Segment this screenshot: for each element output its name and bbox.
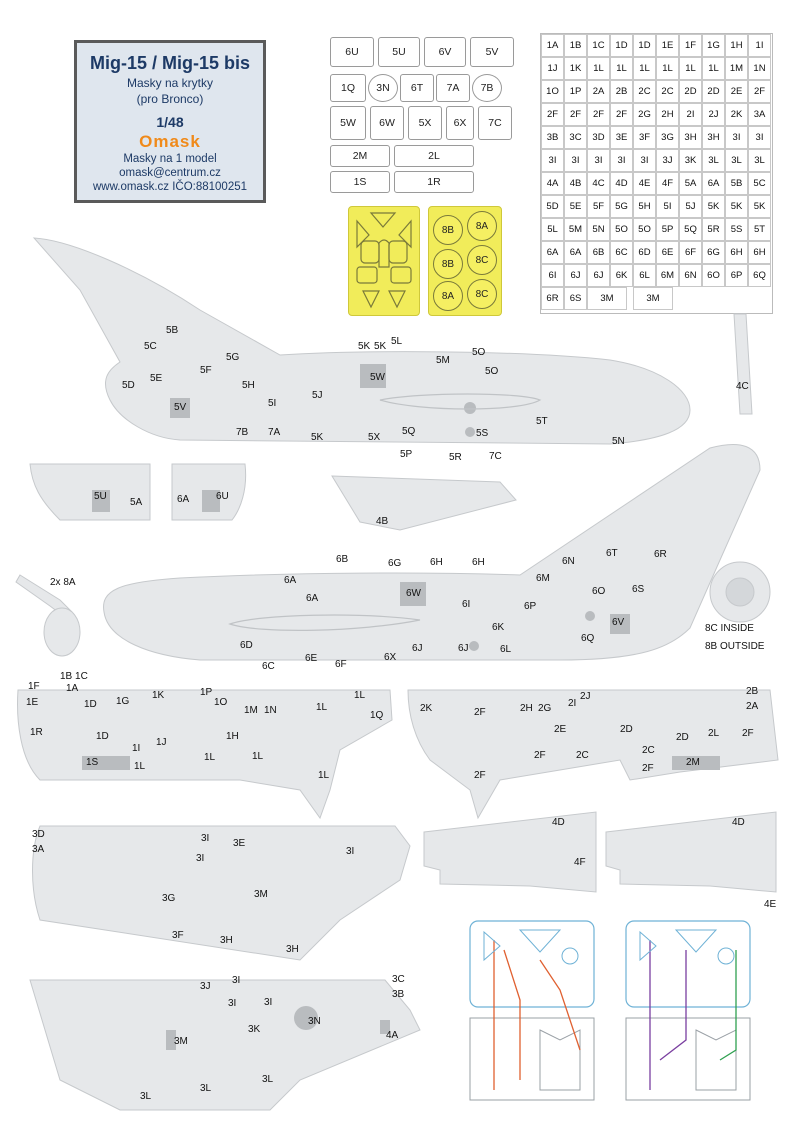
brand-logo: Omask (139, 132, 201, 151)
part-label: 3H (220, 935, 233, 946)
grid-cell: 3L (702, 149, 725, 172)
part-label: 8C INSIDE (705, 623, 754, 634)
part-label: 3A (32, 844, 45, 855)
grid-cell: 3G (656, 126, 679, 149)
grid-cell: 5P (656, 218, 679, 241)
part-label: 6D (240, 640, 253, 651)
part-label: 5O (472, 347, 486, 358)
part-label: 1P (200, 687, 213, 698)
part-label: 1K (152, 690, 165, 701)
grid-cell: 5F (587, 195, 610, 218)
part-label: 6J (412, 643, 423, 654)
grid-cell: 5C (748, 172, 771, 195)
grid-cell: 3I (725, 126, 748, 149)
grid-cell: 1N (748, 57, 771, 80)
line-a: Masky na 1 model (123, 153, 217, 165)
subtitle-line-2: (pro Bronco) (136, 92, 204, 106)
grid-cell: 6I (541, 264, 564, 287)
part-label: 7A (268, 427, 281, 438)
part-label: 3I (232, 975, 241, 986)
grid-cell: 6D (633, 241, 656, 264)
part-label: 2E (554, 724, 567, 735)
grid-cell: 1E (656, 34, 679, 57)
part-label: 1L (204, 752, 216, 763)
grid-cell: 3M (587, 287, 627, 310)
grid-cell: 1L (656, 57, 679, 80)
mask-piece: 1Q (330, 74, 366, 102)
part-label: 5S (476, 428, 489, 439)
part-label: 1M (244, 705, 258, 716)
part-label: 5K (358, 341, 371, 352)
grid-cell: 1H (725, 34, 748, 57)
part-label: 5H (242, 380, 255, 391)
part-label: 1L (252, 751, 264, 762)
part-label: 3H (286, 944, 299, 955)
part-label: 3N (308, 1016, 321, 1027)
part-label: 3B (392, 989, 405, 1000)
mask-piece: 7C (478, 106, 512, 140)
grid-cell: 3B (541, 126, 564, 149)
part-label: 6Q (581, 633, 595, 644)
grid-cell: 5S (725, 218, 748, 241)
grid-cell: 1D (633, 34, 656, 57)
part-label: 2M (686, 757, 700, 768)
part-label: 5J (312, 390, 323, 401)
grid-cell: 5T (748, 218, 771, 241)
grid-cell: 3J (656, 149, 679, 172)
part-label: 1J (156, 737, 167, 748)
part-label: 3I (201, 833, 210, 844)
grid-cell: 6A (564, 241, 587, 264)
part-label: 5Q (402, 426, 416, 437)
gear-wheel (44, 608, 80, 656)
mask-piece: 6T (400, 74, 434, 102)
grid-cell: 2F (541, 103, 564, 126)
part-label: 5W (370, 372, 385, 383)
grid-cell: 5Q (679, 218, 702, 241)
part-label: 5B (166, 325, 179, 336)
part-label: 5I (268, 398, 277, 409)
part-label: 3M (254, 889, 268, 900)
part-label: 6X (384, 652, 397, 663)
grid-cell: 6A (702, 172, 725, 195)
grid-cell: 5E (564, 195, 587, 218)
part-label: 3L (262, 1074, 274, 1085)
part-label: 3G (162, 893, 176, 904)
mask-piece: 5V (470, 37, 514, 67)
part-label: 5V (174, 402, 187, 413)
part-label: 5F (200, 365, 212, 376)
part-label: 6R (654, 549, 667, 560)
part-label: 2J (580, 691, 591, 702)
mask-piece: 5U (378, 37, 420, 67)
grid-cell: 2C (656, 80, 679, 103)
mask-piece: 7B (472, 74, 502, 102)
part-label: 6J (458, 643, 469, 654)
grid-cell: 3H (702, 126, 725, 149)
grid-cell: 1F (679, 34, 702, 57)
grid-cell: 1B (564, 34, 587, 57)
web-text: www.omask.cz IČO:88100251 (92, 181, 248, 193)
part-label: 3M (174, 1036, 188, 1047)
grid-cell: 2E (725, 80, 748, 103)
part-label: 2K (420, 703, 433, 714)
part-label: 5A (130, 497, 143, 508)
mask-piece: 1R (394, 171, 474, 193)
part-label: 5K (311, 432, 324, 443)
part-label: 1Q (370, 710, 384, 721)
part-label: 5M (436, 355, 450, 366)
grid-cell: 1A (541, 34, 564, 57)
grid-cell: 5I (656, 195, 679, 218)
part-label: 3L (200, 1083, 212, 1094)
grid-cell: 2F (587, 103, 610, 126)
part-label: 3D (32, 829, 45, 840)
grid-cell: 3I (748, 126, 771, 149)
part-label: 3I (196, 853, 205, 864)
subtitle-line-1: Masky na krytky (126, 76, 213, 90)
part-label: 3I (346, 846, 355, 857)
part-label: 2D (620, 724, 633, 735)
mask-piece: 6U (330, 37, 374, 67)
part-label: 1L (134, 761, 146, 772)
part-label: 6K (492, 622, 505, 633)
part-label: 6L (500, 644, 512, 655)
grid-cell: 5N (587, 218, 610, 241)
product-title: Mig-15 / Mig-15 bis (89, 53, 251, 73)
part-label: 4A (386, 1030, 399, 1041)
wheel-mask: 8C (467, 245, 497, 275)
part-label: 2G (538, 703, 552, 714)
part-label: 6U (216, 491, 229, 502)
mask-piece: 5W (330, 106, 366, 140)
part-label: 3F (172, 930, 184, 941)
grid-cell: 6L (633, 264, 656, 287)
grid-cell: 2K (725, 103, 748, 126)
part-label: 4C (736, 381, 749, 392)
mask-piece: 6V (424, 37, 466, 67)
part-label: 1H (226, 731, 239, 742)
grid-cell: 3E (610, 126, 633, 149)
grid-cell: 2I (679, 103, 702, 126)
part-label: 1L (318, 770, 330, 781)
part-label: 1D (84, 699, 97, 710)
wheel-mask: 8A (433, 281, 463, 311)
grid-cell: 5O (633, 218, 656, 241)
grid-cell: 3I (610, 149, 633, 172)
part-label: 5C (144, 341, 157, 352)
grid-cell: 3L (725, 149, 748, 172)
grid-cell: 6O (702, 264, 725, 287)
part-label: 3C (392, 974, 405, 985)
grid-cell: 2C (633, 80, 656, 103)
part-label: 2L (708, 728, 720, 739)
grid-cell: 3I (633, 149, 656, 172)
grid-cell: 3I (587, 149, 610, 172)
wheel-mask: 8A (467, 211, 497, 241)
grid-cell: 6J (564, 264, 587, 287)
grid-cell: 4D (610, 172, 633, 195)
part-label: 5O (485, 366, 499, 377)
part-label: 6G (388, 558, 402, 569)
part-label: 1I (132, 743, 141, 754)
part-label: 6B (336, 554, 349, 565)
grid-cell: 6F (679, 241, 702, 264)
email-text: omask@centrum.cz (119, 167, 221, 179)
part-label: 6T (606, 548, 618, 559)
part-label: 3I (264, 997, 273, 1008)
part-label: 1O (214, 697, 228, 708)
tail-cone-a (424, 812, 596, 892)
part-label: 4D (732, 817, 745, 828)
grid-cell: 5O (610, 218, 633, 241)
grid-cell: 2B (610, 80, 633, 103)
canopy-right (408, 690, 778, 818)
grid-cell: 1I (748, 34, 771, 57)
grid-cell: 1C (587, 34, 610, 57)
grid-cell: 1L (679, 57, 702, 80)
part-label: 1N (264, 705, 277, 716)
grid-cell: 6J (587, 264, 610, 287)
grid-cell: 5K (748, 195, 771, 218)
grid-cell: 3I (564, 149, 587, 172)
part-label: 6H (430, 557, 443, 568)
part-label: 6S (632, 584, 645, 595)
wheel-mask: 8B (433, 249, 463, 279)
part-label: 2F (534, 750, 546, 761)
part-label: 5U (94, 491, 107, 502)
grid-cell: 6K (610, 264, 633, 287)
grid-cell: 1M (725, 57, 748, 80)
part-label: 1F (28, 681, 40, 692)
part-label: 6O (592, 586, 606, 597)
fin-part (332, 476, 516, 530)
mask-piece: 6X (446, 106, 474, 140)
mask-piece: 7A (436, 74, 470, 102)
part-label: 4D (552, 817, 565, 828)
grid-cell: 6S (564, 287, 587, 310)
part-label: 2A (746, 701, 759, 712)
grid-cell: 1P (564, 80, 587, 103)
part-label: 2H (520, 703, 533, 714)
grid-cell: 2F (610, 103, 633, 126)
part-label: 6W (406, 588, 421, 599)
part-label: 2F (742, 728, 754, 739)
part-label: 7B (236, 427, 249, 438)
part-label: 2x 8A (50, 577, 76, 588)
grid-cell: 5H (633, 195, 656, 218)
part-label: 5D (122, 380, 135, 391)
mask-piece: 3N (368, 74, 398, 102)
part-label: 5X (368, 432, 381, 443)
grid-cell: 6Q (748, 264, 771, 287)
part-label: 5T (536, 416, 548, 427)
part-label: 5G (226, 352, 240, 363)
intake-left (30, 464, 150, 520)
grid-cell: 4C (587, 172, 610, 195)
grid-cell: 5K (702, 195, 725, 218)
part-label: 6A (177, 494, 190, 505)
part-label: 1S (86, 757, 99, 768)
part-label: 6A (284, 575, 297, 586)
part-label: 5N (612, 436, 625, 447)
grid-cell: 5K (725, 195, 748, 218)
grid-cell: 3F (633, 126, 656, 149)
grid-cell: 6E (656, 241, 679, 264)
grid-cell: 5R (702, 218, 725, 241)
part-label: 1L (316, 702, 328, 713)
part-label: 1E (26, 697, 39, 708)
part-label: 4E (764, 899, 777, 910)
part-label: 3L (140, 1091, 152, 1102)
mask-piece: 5X (408, 106, 442, 140)
part-label: 6M (536, 573, 550, 584)
part-label: 3J (200, 981, 211, 992)
grid-cell: 3D (587, 126, 610, 149)
wheel-mask: 8C (467, 279, 497, 309)
part-label: 5K (374, 341, 387, 352)
mask-piece: 2L (394, 145, 474, 167)
part-label: 2C (642, 745, 655, 756)
grid-cell: 6G (702, 241, 725, 264)
grid-cell: 6H (748, 241, 771, 264)
mask-piece: 2M (330, 145, 390, 167)
grid-cell: 6H (725, 241, 748, 264)
part-label: 3E (233, 838, 246, 849)
part-label: 6A (306, 593, 319, 604)
grid-cell: 1G (702, 34, 725, 57)
grid-cell: 2F (564, 103, 587, 126)
part-label: 6V (612, 617, 625, 628)
part-label: 1G (116, 696, 130, 707)
part-label: 6P (524, 601, 537, 612)
part-label: 6E (305, 653, 318, 664)
wing-b (30, 980, 420, 1110)
part-label: 2F (474, 770, 486, 781)
grid-cell: 6C (610, 241, 633, 264)
part-label: 8B OUTSIDE (705, 641, 765, 652)
part-label: 6N (562, 556, 575, 567)
part-label: 1D (96, 731, 109, 742)
strip-4c (734, 314, 752, 414)
tail-cone-b (606, 812, 776, 892)
part-label: 1R (30, 727, 43, 738)
part-label: 5R (449, 452, 462, 463)
part-label: 4F (574, 857, 586, 868)
grid-cell: 3M (633, 287, 673, 310)
part-label: 6H (472, 557, 485, 568)
grid-cell: 1L (702, 57, 725, 80)
grid-cell: 1L (587, 57, 610, 80)
grid-cell: 4B (564, 172, 587, 195)
grid-cell: 5G (610, 195, 633, 218)
grid-cell: 6N (679, 264, 702, 287)
grid-cell: 6B (587, 241, 610, 264)
grid-cell: 1J (541, 57, 564, 80)
grid-cell: 1D (610, 34, 633, 57)
grid-cell: 5J (679, 195, 702, 218)
grid-cell: 2A (587, 80, 610, 103)
grid-cell: 5L (541, 218, 564, 241)
grid-cell: 2F (748, 80, 771, 103)
grid-cell: 5D (541, 195, 564, 218)
grid-cell: 3K (679, 149, 702, 172)
grid-cell: 3A (748, 103, 771, 126)
part-label: 1A (66, 683, 79, 694)
part-label: 2I (568, 698, 577, 709)
grid-cell: 3I (541, 149, 564, 172)
grid-cell: 2J (702, 103, 725, 126)
grid-cell: 2D (679, 80, 702, 103)
grid-cell: 6P (725, 264, 748, 287)
grid-cell: 1L (633, 57, 656, 80)
part-label: 4B (376, 516, 389, 527)
grid-cell: 6M (656, 264, 679, 287)
part-label: 3I (228, 998, 237, 1009)
grid-cell: 4E (633, 172, 656, 195)
grid-cell: 2H (656, 103, 679, 126)
part-label: 2D (676, 732, 689, 743)
grid-cell: 3H (679, 126, 702, 149)
mask-piece: 1S (330, 171, 390, 193)
grid-cell: 2G (633, 103, 656, 126)
main-wheel-hub (726, 578, 754, 606)
grid-cell: 1L (610, 57, 633, 80)
part-label: 6I (462, 599, 471, 610)
grid-cell: 4F (656, 172, 679, 195)
part-label: 7C (489, 451, 502, 462)
grid-cell: 6A (541, 241, 564, 264)
grid-cell: 1K (564, 57, 587, 80)
grid-cell: 4A (541, 172, 564, 195)
part-label: 6C (262, 661, 275, 672)
scale-label: 1/48 (156, 114, 184, 130)
part-label: 2B (746, 686, 759, 697)
grid-cell: 2D (702, 80, 725, 103)
part-label: 1B 1C (60, 671, 88, 682)
part-label: 3K (248, 1024, 261, 1035)
grid-cell: 5M (564, 218, 587, 241)
grid-cell: 3C (564, 126, 587, 149)
part-label: 2F (642, 763, 654, 774)
part-label: 5P (400, 449, 413, 460)
part-label: 1L (354, 690, 366, 701)
part-label: 5E (150, 373, 163, 384)
wheel-mask: 8B (433, 215, 463, 245)
grid-cell: 5B (725, 172, 748, 195)
part-label: 2C (576, 750, 589, 761)
mask-piece: 6W (370, 106, 404, 140)
grid-cell: 5A (679, 172, 702, 195)
grid-cell: 3L (748, 149, 771, 172)
grid-cell: 6R (541, 287, 564, 310)
part-label: 6F (335, 659, 347, 670)
grid-cell: 1O (541, 80, 564, 103)
part-label: 2F (474, 707, 486, 718)
part-label: 5L (391, 336, 403, 347)
